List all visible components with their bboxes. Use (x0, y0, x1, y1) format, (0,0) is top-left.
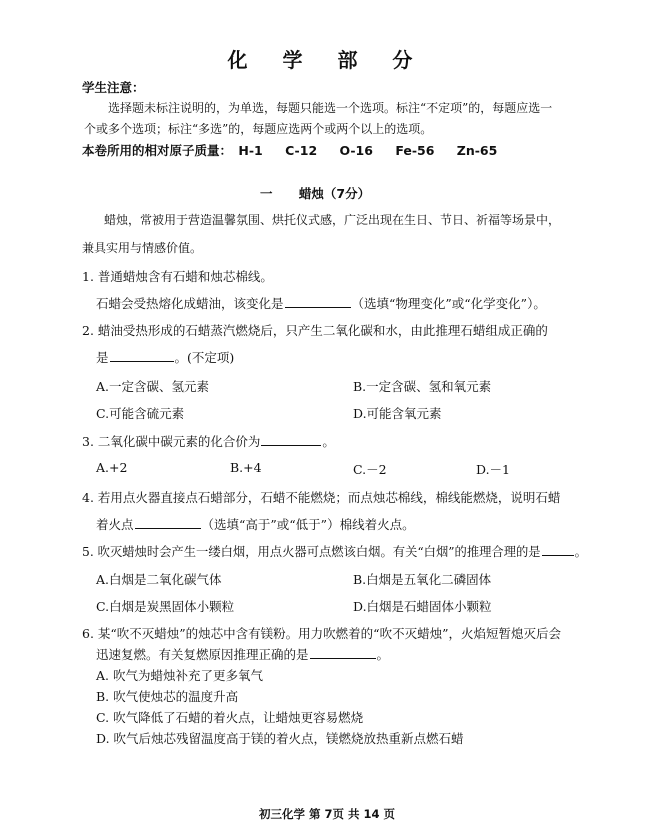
q6-option-c: C. 吹气降低了石蜡的着火点，让蜡烛更容易燃烧 (96, 710, 364, 725)
q6-line-2 (96, 645, 389, 663)
q5-option-a: A.白烟是二氧化碳气体 (96, 572, 222, 587)
notice-line-1: 选择题未标注说明的，为单选，每题只能选一个选项。标注“不定项”的，每题应选一 (108, 101, 553, 115)
q6-line2-before: 迅速复燃。有关复燃原因推理正确的是 (96, 647, 309, 662)
q4-line2-after: （选填“高于”或“低于”）棉线着火点。 (201, 517, 415, 532)
notice-line-2: 个或多个选项；标注“多选”的，每题应选两个或两个以上的选项。 (84, 122, 433, 136)
notice-heading: 学生注意： (82, 80, 145, 95)
atomic-mass-fe: Fe-56 (395, 143, 435, 158)
q2-answer-blank[interactable] (110, 349, 174, 362)
q3-stem (82, 432, 335, 450)
q6-line-1: 6. 某“吹不灭蜡烛”的烛芯中含有镁粉。用力吹燃着的“吹不灭蜡烛”，火焰短暂熄灭后会 (82, 626, 561, 641)
q4-answer-blank[interactable] (135, 516, 201, 529)
q5-option-d: D.白烟是石蜡固体小颗粒 (353, 599, 492, 614)
section-name: 蜡烛（7分） (298, 186, 371, 201)
atomic-mass-h: H-1 (238, 143, 263, 158)
q6-option-b: B. 吹气使烛芯的温度升高 (96, 689, 239, 704)
q3-option-c: C.－2 (353, 462, 387, 477)
q6-line2-after: 。 (376, 647, 390, 662)
q2-stem: 2. 蜡油受热形成的石蜡蒸汽燃烧后，只产生二氧化碳和水，由此推理石蜡组成正确的 (82, 323, 548, 338)
q3-answer-blank[interactable] (261, 433, 321, 446)
q3-option-a: A.+2 (96, 460, 128, 475)
q3-option-d: D.－1 (476, 462, 511, 477)
q2-option-b: B.一定含碳、氢和氧元素 (353, 379, 492, 394)
q5-stem-text: 5. 吹灭蜡烛时会产生一缕白烟，用点火器可点燃该白烟。有关“白烟”的推理合理的是 (82, 545, 541, 559)
q2-option-c: C.可能含硫元素 (96, 406, 185, 421)
intro-line-2: 兼具实用与情感价值。 (82, 241, 203, 255)
q1-text-after: （选填“物理变化”或“化学变化”）。 (351, 296, 546, 311)
q5-answer-blank[interactable] (542, 543, 574, 556)
atomic-mass-c: C-12 (285, 143, 318, 158)
q1-text-before: 石蜡会受热熔化成蜡油，该变化是 (96, 296, 284, 311)
atomic-mass-o: O-16 (339, 143, 373, 158)
q2-option-d: D.可能含氧元素 (353, 406, 442, 421)
q5-option-c: C.白烟是炭黑固体小颗粒 (96, 599, 235, 614)
atomic-mass-line (82, 141, 497, 159)
q1-answer-blank[interactable] (285, 295, 351, 308)
q3-stem-after: 。 (322, 434, 335, 449)
q6-answer-blank[interactable] (310, 646, 376, 659)
q3-option-b: B.+4 (230, 460, 262, 475)
q5-stem (82, 542, 587, 560)
q2-continuation (96, 348, 234, 366)
q5-stem-after: 。 (574, 545, 587, 559)
q6-option-d: D. 吹气后烛芯残留温度高于镁的着火点，镁燃烧放热重新点燃石蜡 (96, 731, 464, 746)
q2-option-a: A.一定含碳、氢元素 (96, 379, 210, 394)
section-heading (260, 184, 370, 202)
q3-stem-text: 3. 二氧化碳中碳元素的化合价为 (82, 434, 261, 449)
q4-line-2 (96, 515, 415, 533)
q4-line-1: 4. 若用点火器直接点石蜡部分，石蜡不能燃烧；而点烛芯棉线，棉线能燃烧，说明石蜡 (82, 490, 561, 505)
page-title: 化 学 部 分 (227, 48, 427, 72)
q6-option-a: A. 吹气为蜡烛补充了更多氧气 (96, 668, 263, 683)
q1-body (96, 294, 546, 312)
q2-cont-after: 。(不定项) (174, 350, 235, 365)
atomic-mass-zn: Zn-65 (456, 143, 498, 158)
intro-line-1: 蜡烛，常被用于营造温馨氛围、烘托仪式感，广泛出现在生日、节日、祈福等场景中， (104, 213, 561, 227)
q5-option-b: B.白烟是五氧化二磷固体 (353, 572, 492, 587)
section-number: 一 (260, 186, 273, 201)
atomic-mass-label: 本卷所用的相对原子质量： (82, 143, 233, 158)
q4-line2-before: 着火点 (96, 517, 134, 532)
page-footer: 初三化学 第 7页 共 14 页 (258, 807, 396, 821)
q1-stem: 1. 普通蜡烛含有石蜡和烛芯棉线。 (82, 269, 273, 284)
q2-cont-before: 是 (96, 350, 109, 365)
